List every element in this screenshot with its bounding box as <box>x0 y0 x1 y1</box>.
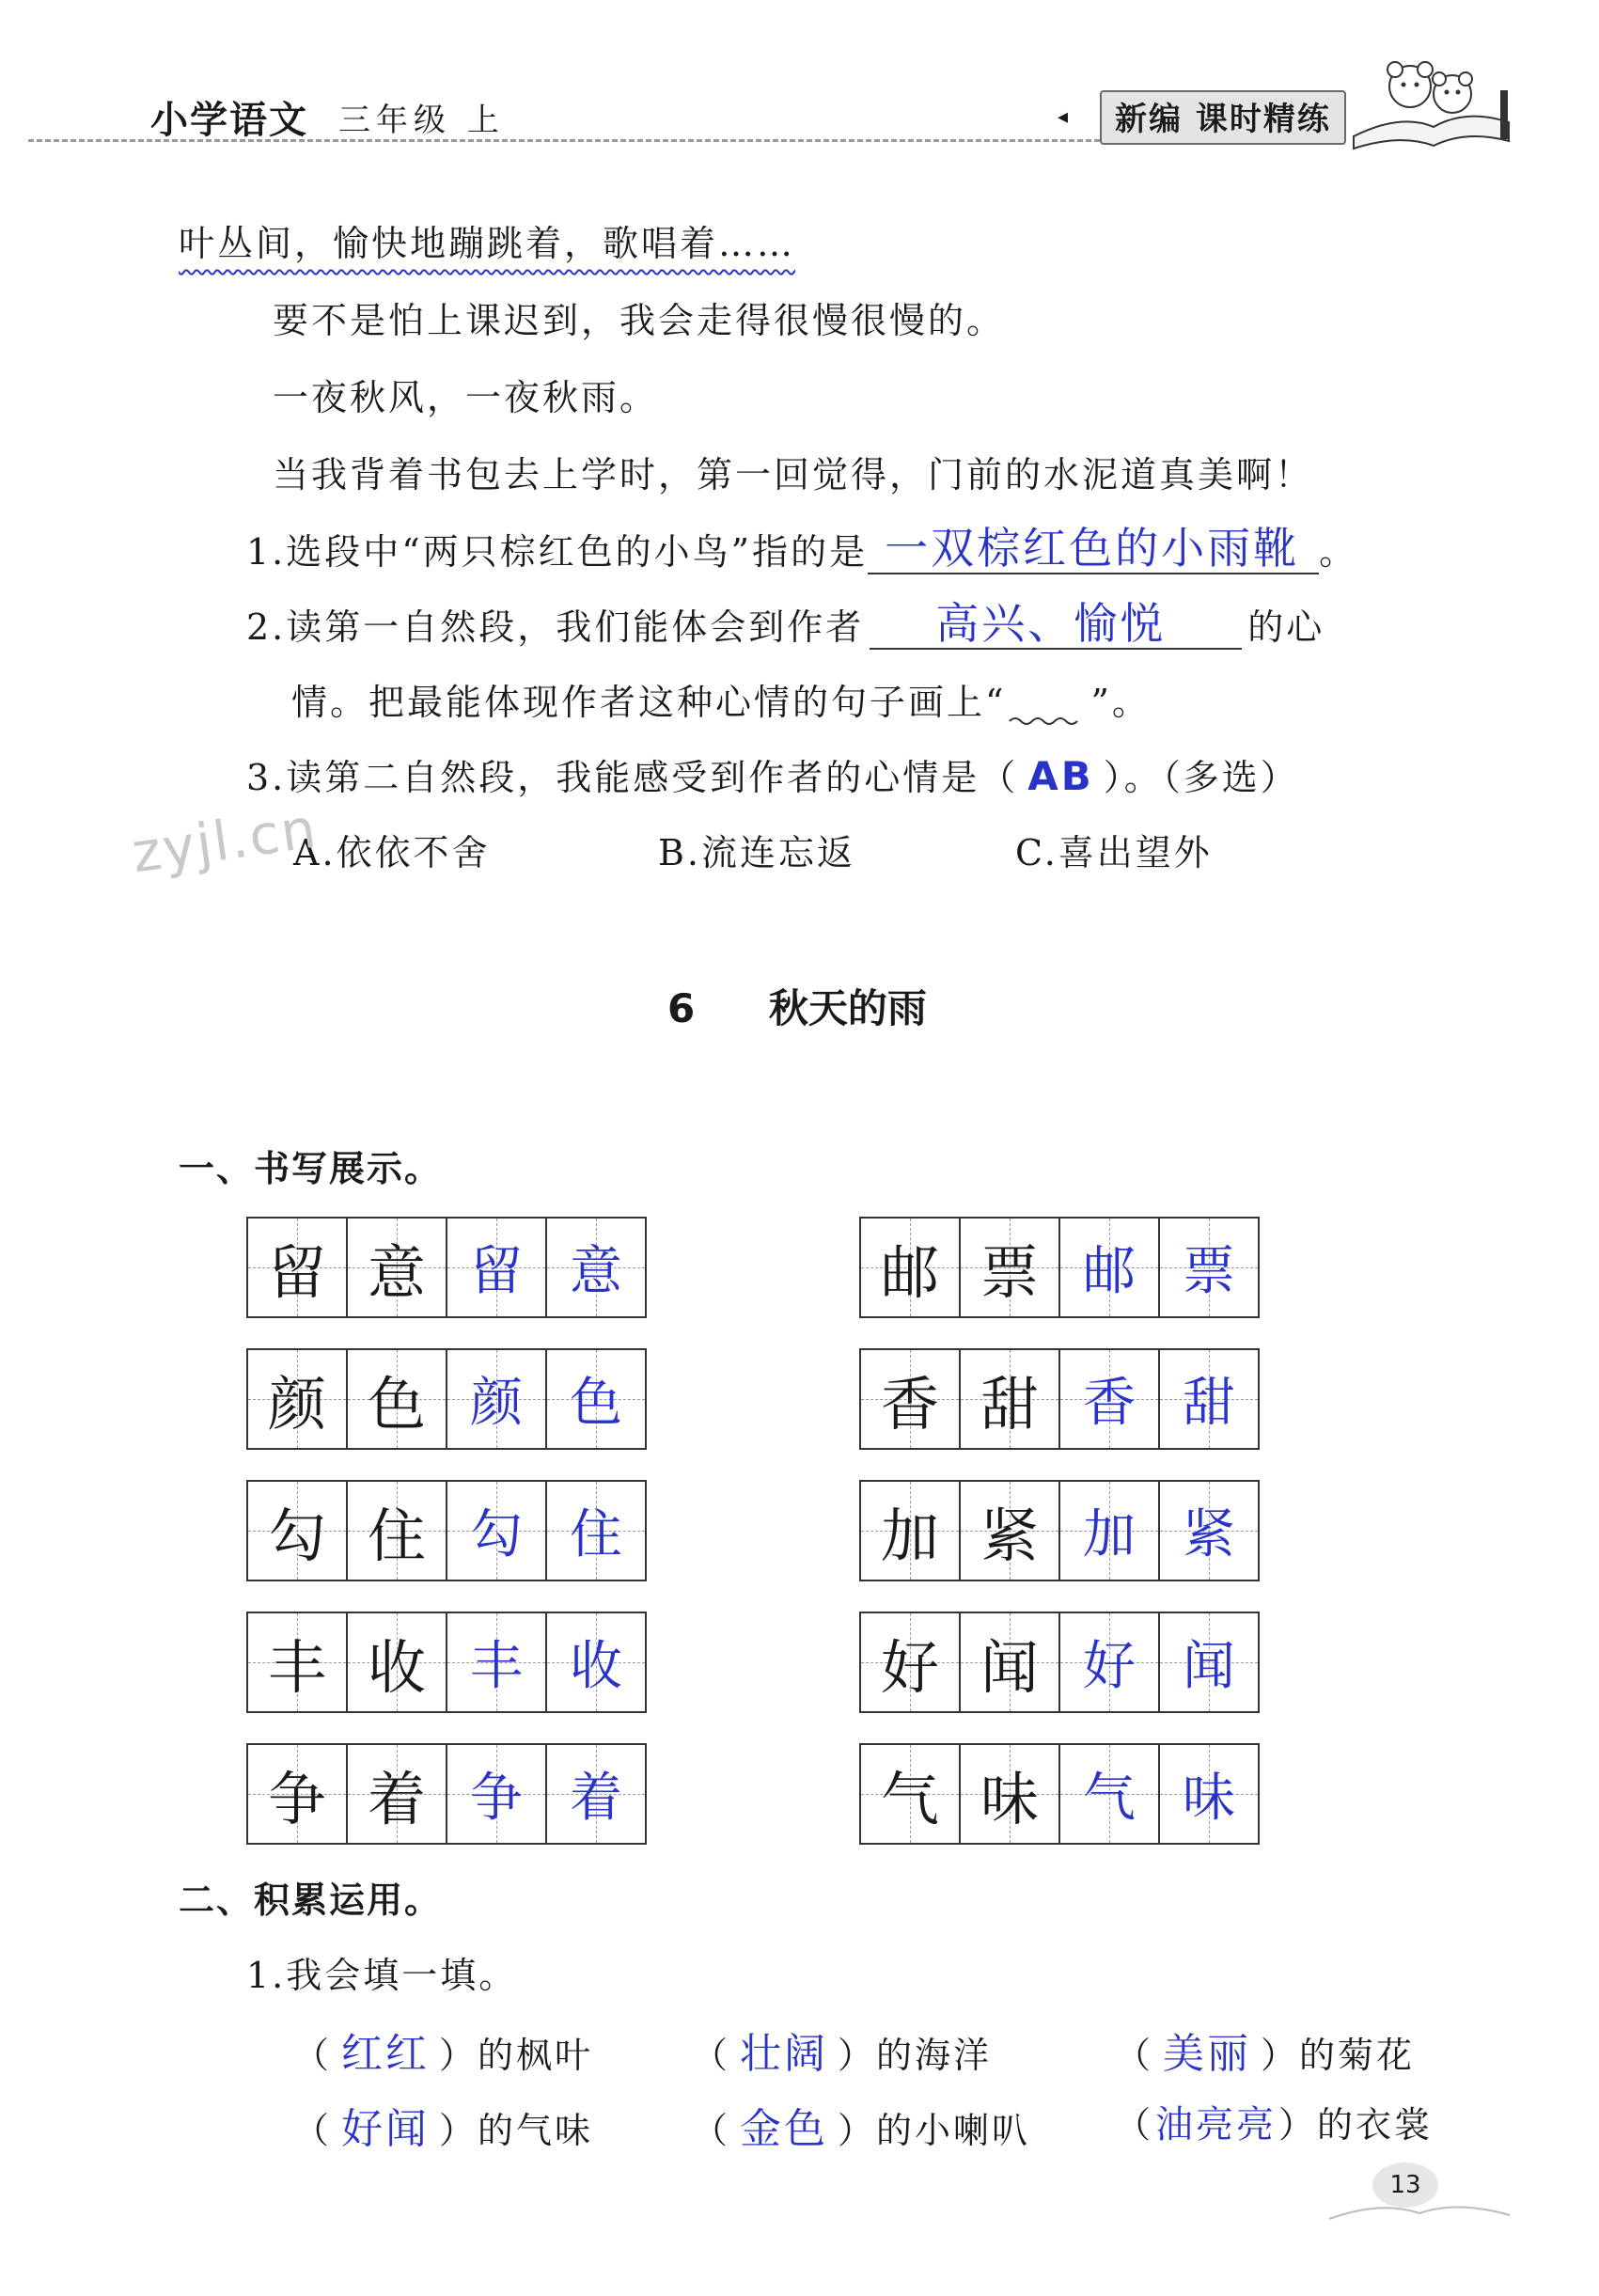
bear-book-icon <box>1344 47 1513 150</box>
grid-cell <box>861 1219 961 1316</box>
grid-char-handwritten: 甜 <box>1183 1373 1235 1434</box>
grid-char-handwritten: 香 <box>1083 1373 1136 1434</box>
question-2-suffix: 的心 <box>1247 606 1325 648</box>
writing-grid <box>246 1480 647 1581</box>
fill-answer[interactable]: 好闻 <box>341 2105 431 2153</box>
grid-cell <box>248 1219 348 1316</box>
fill-answer[interactable]: 壮阔 <box>740 2030 829 2078</box>
grid-cell <box>861 1613 961 1711</box>
grid-char: 颜 <box>267 1369 326 1439</box>
fill-suffix: ）的衣裳 <box>1278 2104 1434 2146</box>
grid-char: 邮 <box>880 1237 939 1307</box>
fill-suffix: ）的海洋 <box>838 2035 993 2076</box>
grid-char-handwritten: 勾 <box>470 1504 523 1565</box>
question-1-blank[interactable] <box>868 523 1319 574</box>
grid-char-handwritten: 争 <box>470 1768 523 1829</box>
question-2-line-2-b: ”。 <box>1090 682 1151 723</box>
header-bar <box>1500 90 1508 139</box>
paren-open: （ <box>1115 2104 1154 2146</box>
fill-item <box>293 2020 593 2080</box>
grid-char: 着 <box>367 1764 426 1833</box>
writing-grid <box>859 1743 1260 1845</box>
grid-cell[interactable] <box>547 1745 645 1843</box>
fill-item <box>1115 2020 1415 2080</box>
question-1-end: 。 <box>1319 531 1358 573</box>
grid-cell[interactable] <box>1060 1350 1160 1448</box>
grid-cell <box>861 1350 961 1448</box>
grid-cell[interactable] <box>447 1613 547 1711</box>
grid-cell <box>861 1482 961 1580</box>
grid-char: 好 <box>880 1632 939 1702</box>
paren-open: （ <box>1115 2035 1154 2076</box>
paren-open: （ <box>692 2110 731 2151</box>
grid-cell <box>248 1745 348 1843</box>
grid-char: 丰 <box>267 1632 326 1702</box>
grid-cell[interactable] <box>447 1350 547 1448</box>
passage-line-3: 一夜秋风，一夜秋雨。 <box>273 377 659 418</box>
fill-suffix: ）的枫叶 <box>439 2035 594 2076</box>
fill-item <box>692 2020 992 2080</box>
grid-cell <box>248 1613 348 1711</box>
fill-answer[interactable]: 油亮亮 <box>1155 2103 1278 2147</box>
watermark: zyjl.cn <box>128 795 321 886</box>
writing-grid <box>859 1480 1260 1581</box>
grid-char: 勾 <box>267 1501 326 1570</box>
grid-cell <box>961 1745 1060 1843</box>
lesson-number: 6 <box>667 985 696 1031</box>
header-divider <box>28 139 1100 142</box>
wavy-line-sample <box>1006 697 1090 725</box>
grid-cell[interactable] <box>1160 1613 1258 1711</box>
passage-line-1-text: 叶丛间，愉快地蹦跳着，歌唱着…… <box>179 223 796 264</box>
grid-cell[interactable] <box>1160 1219 1258 1316</box>
grid-cell <box>348 1350 447 1448</box>
question-1-answer: 一双棕红色的小雨靴 <box>885 523 1300 574</box>
fill-answer[interactable]: 红红 <box>341 2030 431 2078</box>
grid-char-handwritten: 留 <box>470 1241 523 1302</box>
lesson-name: 秋天的雨 <box>768 985 927 1031</box>
option-a[interactable]: A.依依不舍 <box>293 832 491 873</box>
header-brand: 新编 课时精练 <box>1100 90 1346 145</box>
grid-char-handwritten: 住 <box>570 1504 622 1565</box>
grid-cell <box>248 1482 348 1580</box>
grid-cell <box>961 1219 1060 1316</box>
grid-char: 紧 <box>980 1501 1039 1570</box>
page-ornament-icon <box>1325 2191 1513 2228</box>
section-2-sub-1: 1.我会填一填。 <box>246 1955 518 1996</box>
grid-cell[interactable] <box>447 1482 547 1580</box>
grid-char: 收 <box>367 1632 426 1702</box>
writing-grid <box>859 1612 1260 1713</box>
arrow-left-icon: ◂ <box>1058 105 1069 129</box>
passage-line-1 <box>179 214 795 266</box>
writing-grid <box>246 1612 647 1713</box>
question-1 <box>246 523 1357 574</box>
fill-item <box>1115 2095 1433 2148</box>
option-c[interactable]: C.喜出望外 <box>1015 832 1213 873</box>
grid-cell <box>961 1350 1060 1448</box>
grid-char: 味 <box>980 1764 1039 1833</box>
grid-char: 甜 <box>980 1369 1039 1439</box>
question-3-text: 3.读第二自然段，我能感受到作者的心情是（ <box>246 757 1019 798</box>
grid-char-handwritten: 闻 <box>1183 1636 1235 1697</box>
question-3 <box>246 748 1299 800</box>
fill-item <box>293 2095 593 2155</box>
fill-suffix: ）的气味 <box>439 2110 594 2151</box>
grid-char-handwritten: 丰 <box>470 1636 523 1697</box>
paren-open: （ <box>293 2110 333 2151</box>
grid-char-handwritten: 味 <box>1183 1768 1235 1829</box>
grid-char: 住 <box>367 1501 426 1570</box>
question-3-answer: AB <box>1027 753 1094 799</box>
grid-cell <box>348 1745 447 1843</box>
grid-cell <box>861 1745 961 1843</box>
grid-char: 色 <box>367 1369 426 1439</box>
grid-cell[interactable] <box>447 1745 547 1843</box>
paren-open: （ <box>293 2035 333 2076</box>
grid-cell <box>248 1350 348 1448</box>
grid-cell[interactable] <box>1060 1745 1160 1843</box>
grid-cell <box>348 1219 447 1316</box>
grid-cell <box>961 1613 1060 1711</box>
grid-cell[interactable] <box>1160 1350 1258 1448</box>
question-2-blank[interactable] <box>870 598 1242 650</box>
writing-grid <box>246 1348 647 1450</box>
grid-char: 气 <box>880 1764 939 1833</box>
grid-cell[interactable] <box>447 1219 547 1316</box>
fill-answer[interactable]: 美丽 <box>1163 2030 1252 2078</box>
grid-char-handwritten: 邮 <box>1083 1241 1136 1302</box>
grid-char: 票 <box>980 1237 1039 1307</box>
grid-cell <box>348 1613 447 1711</box>
grid-cell[interactable] <box>1060 1219 1160 1316</box>
writing-grid <box>859 1217 1260 1318</box>
fill-suffix: ）的菊花 <box>1261 2035 1416 2076</box>
fill-item <box>692 2095 1030 2155</box>
grid-char: 加 <box>880 1501 939 1570</box>
grid-cell <box>348 1482 447 1580</box>
grid-char-handwritten: 意 <box>570 1241 622 1302</box>
grid-cell[interactable] <box>1060 1482 1160 1580</box>
paren-open: （ <box>692 2035 731 2076</box>
section-1-heading: 一、书写展示。 <box>179 1148 443 1189</box>
question-3-suffix: ）。（多选） <box>1103 757 1299 798</box>
question-2-line-2-a: 情。把最能体现作者这种心情的句子画上“ <box>291 682 1007 723</box>
fill-answer[interactable]: 金色 <box>740 2105 829 2153</box>
grid-char-handwritten: 气 <box>1083 1768 1136 1829</box>
passage-line-4: 当我背着书包去上学时，第一回觉得，门前的水泥道真美啊！ <box>273 454 1314 495</box>
grid-cell[interactable] <box>547 1613 645 1711</box>
grid-char-handwritten: 票 <box>1183 1241 1235 1302</box>
lesson-title <box>667 978 927 1034</box>
grid-char-handwritten: 色 <box>570 1373 622 1434</box>
grid-char: 香 <box>880 1369 939 1439</box>
grid-cell[interactable] <box>547 1482 645 1580</box>
header-subject: 小学语文 <box>150 99 308 142</box>
grid-char: 留 <box>267 1237 326 1307</box>
section-2-heading: 二、积累运用。 <box>179 1879 443 1921</box>
grid-char-handwritten: 紧 <box>1183 1504 1235 1565</box>
grid-cell[interactable] <box>1060 1613 1160 1711</box>
grid-char-handwritten: 好 <box>1083 1636 1136 1697</box>
grid-char-handwritten: 收 <box>570 1636 622 1697</box>
passage-line-2: 要不是怕上课迟到，我会走得很慢很慢的。 <box>273 300 1006 341</box>
grid-char-handwritten: 着 <box>570 1768 622 1829</box>
option-b[interactable]: B.流连忘返 <box>658 832 856 873</box>
writing-grid <box>246 1217 647 1318</box>
grid-char-handwritten: 加 <box>1083 1504 1136 1565</box>
grid-char: 争 <box>267 1764 326 1833</box>
grid-cell[interactable] <box>1160 1482 1258 1580</box>
question-2 <box>246 598 1325 650</box>
page-number: 13 <box>1372 2162 1438 2208</box>
fill-suffix: ）的小喇叭 <box>838 2110 1031 2151</box>
question-2-text: 2.读第一自然段，我们能体会到作者 <box>246 606 865 648</box>
question-1-text: 1.选段中“两只棕红色的小鸟”指的是 <box>246 531 869 573</box>
grid-cell[interactable] <box>1160 1745 1258 1843</box>
writing-grid <box>246 1743 647 1845</box>
grid-char: 闻 <box>980 1632 1039 1702</box>
grid-cell <box>961 1482 1060 1580</box>
header-grade: 三年级 上 <box>338 102 505 139</box>
question-2-answer: 高兴、愉悦 <box>935 598 1167 649</box>
grid-cell[interactable] <box>547 1219 645 1316</box>
question-2-line-2 <box>291 673 1151 725</box>
grid-cell[interactable] <box>547 1350 645 1448</box>
writing-grid <box>859 1348 1260 1450</box>
grid-char-handwritten: 颜 <box>470 1373 523 1434</box>
grid-char: 意 <box>367 1237 426 1307</box>
